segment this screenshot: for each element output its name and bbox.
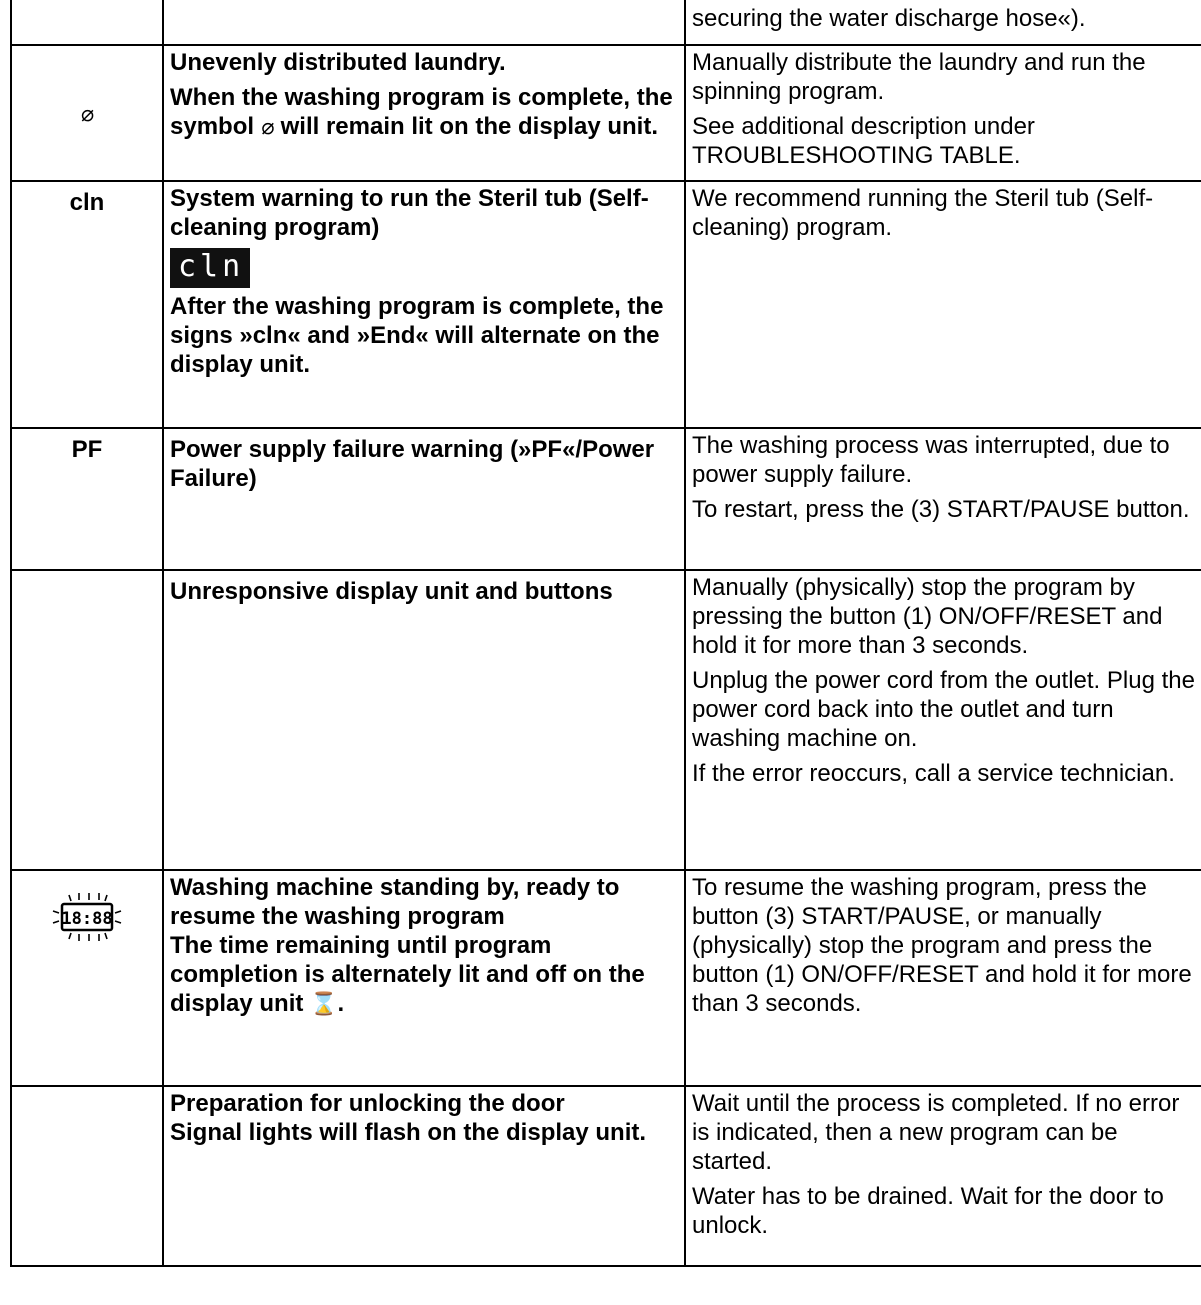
description-cell <box>163 428 685 570</box>
table-row <box>11 1086 1201 1266</box>
table-row <box>11 870 1201 1086</box>
remedy-cell <box>685 45 1201 181</box>
code-cell <box>11 1086 163 1266</box>
description-cell <box>163 181 685 428</box>
hourglass-icon: ⌛ <box>310 991 338 1016</box>
description-title: System warning to run the Steril tub (Self-cleaning program) <box>170 185 649 241</box>
description-text <box>170 83 678 141</box>
description-text: Signal lights will flash on the display unit. <box>170 1119 647 1146</box>
remedy-text: To restart, press the (3) START/PAUSE button. <box>692 496 1190 523</box>
description-cell <box>163 45 685 181</box>
remedy-cell <box>685 0 1201 45</box>
error-code: PF <box>71 436 103 463</box>
table-row <box>11 181 1201 428</box>
remedy-text: Unplug the power cord from the outlet. Plug the power cord back into the outlet and turn washing machine on. <box>692 667 1195 752</box>
description-cell <box>163 570 685 870</box>
code-cell <box>11 870 163 1086</box>
remedy-cell <box>685 1086 1201 1266</box>
code-cell <box>11 181 163 428</box>
remedy-cell <box>685 428 1201 570</box>
table-row <box>11 0 1201 45</box>
troubleshooting-table <box>10 0 1201 1267</box>
flashing-time-display-icon <box>49 891 125 943</box>
remedy-cell <box>685 181 1201 428</box>
description-title: Preparation for unlocking the door <box>170 1090 565 1117</box>
description-cell <box>163 0 685 45</box>
description-text: After the washing program is complete, the signs »cln« and »End« will alternate on the display unit. <box>170 293 664 378</box>
code-cell <box>11 45 163 181</box>
remedy-text: The washing process was interrupted, due to power supply failure. <box>692 432 1170 488</box>
description-title: Unevenly distributed laundry. <box>170 49 506 76</box>
remedy-text: Water has to be drained. Wait for the door to unlock. <box>692 1183 1164 1239</box>
remedy-text: See additional description under TROUBLESHOOTING TABLE. <box>692 113 1035 169</box>
remedy-cell <box>685 570 1201 870</box>
table-row <box>11 428 1201 570</box>
description-text-part: will remain lit on the display unit. <box>280 113 659 140</box>
table-row <box>11 45 1201 181</box>
description-text: The time remaining until program completion is alternately lit and off on the display unit ⌛. <box>170 932 645 1017</box>
description-text-part: The time remaining until program completion is alternately lit and off on the display unit <box>170 932 645 1017</box>
description-cell <box>163 870 685 1086</box>
unbalanced-load-icon: ⌀ <box>260 114 274 139</box>
description-cell <box>163 1086 685 1266</box>
remedy-text: securing the water discharge hose«). <box>692 5 1086 32</box>
display-digits: 18:88 <box>61 909 113 929</box>
remedy-text: Manually distribute the laundry and run the spinning program. <box>692 49 1146 105</box>
code-cell <box>11 428 163 570</box>
remedy-text: To resume the washing program, press the button (3) START/PAUSE, or manually (physically) stop the program and press the button (1) ON/OFF/RESET and hold it for more than 3 seconds. <box>692 874 1192 1017</box>
remedy-text: Wait until the process is completed. If no error is indicated, then a new program can be started. <box>692 1090 1180 1175</box>
remedy-cell <box>685 870 1201 1086</box>
error-code: cln <box>69 189 105 216</box>
remedy-text: Manually (physically) stop the program by pressing the button (1) ON/OFF/RESET and hold it for more than 3 seconds. <box>692 574 1163 659</box>
remedy-text: We recommend running the Steril tub (Self- cleaning) program. <box>692 185 1154 241</box>
description-title: Power supply failure warning (»PF«/Power Failure) <box>170 436 655 492</box>
description-title: Washing machine standing by, ready to resume the washing program <box>170 874 620 930</box>
remedy-text: If the error reoccurs, call a service technician. <box>692 760 1175 787</box>
description-text-part: When the washing program is complete, the symbol <box>170 84 673 140</box>
code-cell <box>11 0 163 45</box>
table-row <box>11 570 1201 870</box>
code-cell <box>11 570 163 870</box>
unbalanced-load-icon: ⌀ <box>80 100 94 126</box>
description-title: Unresponsive display unit and buttons <box>170 578 613 605</box>
display-cln-icon: cln <box>170 248 250 288</box>
